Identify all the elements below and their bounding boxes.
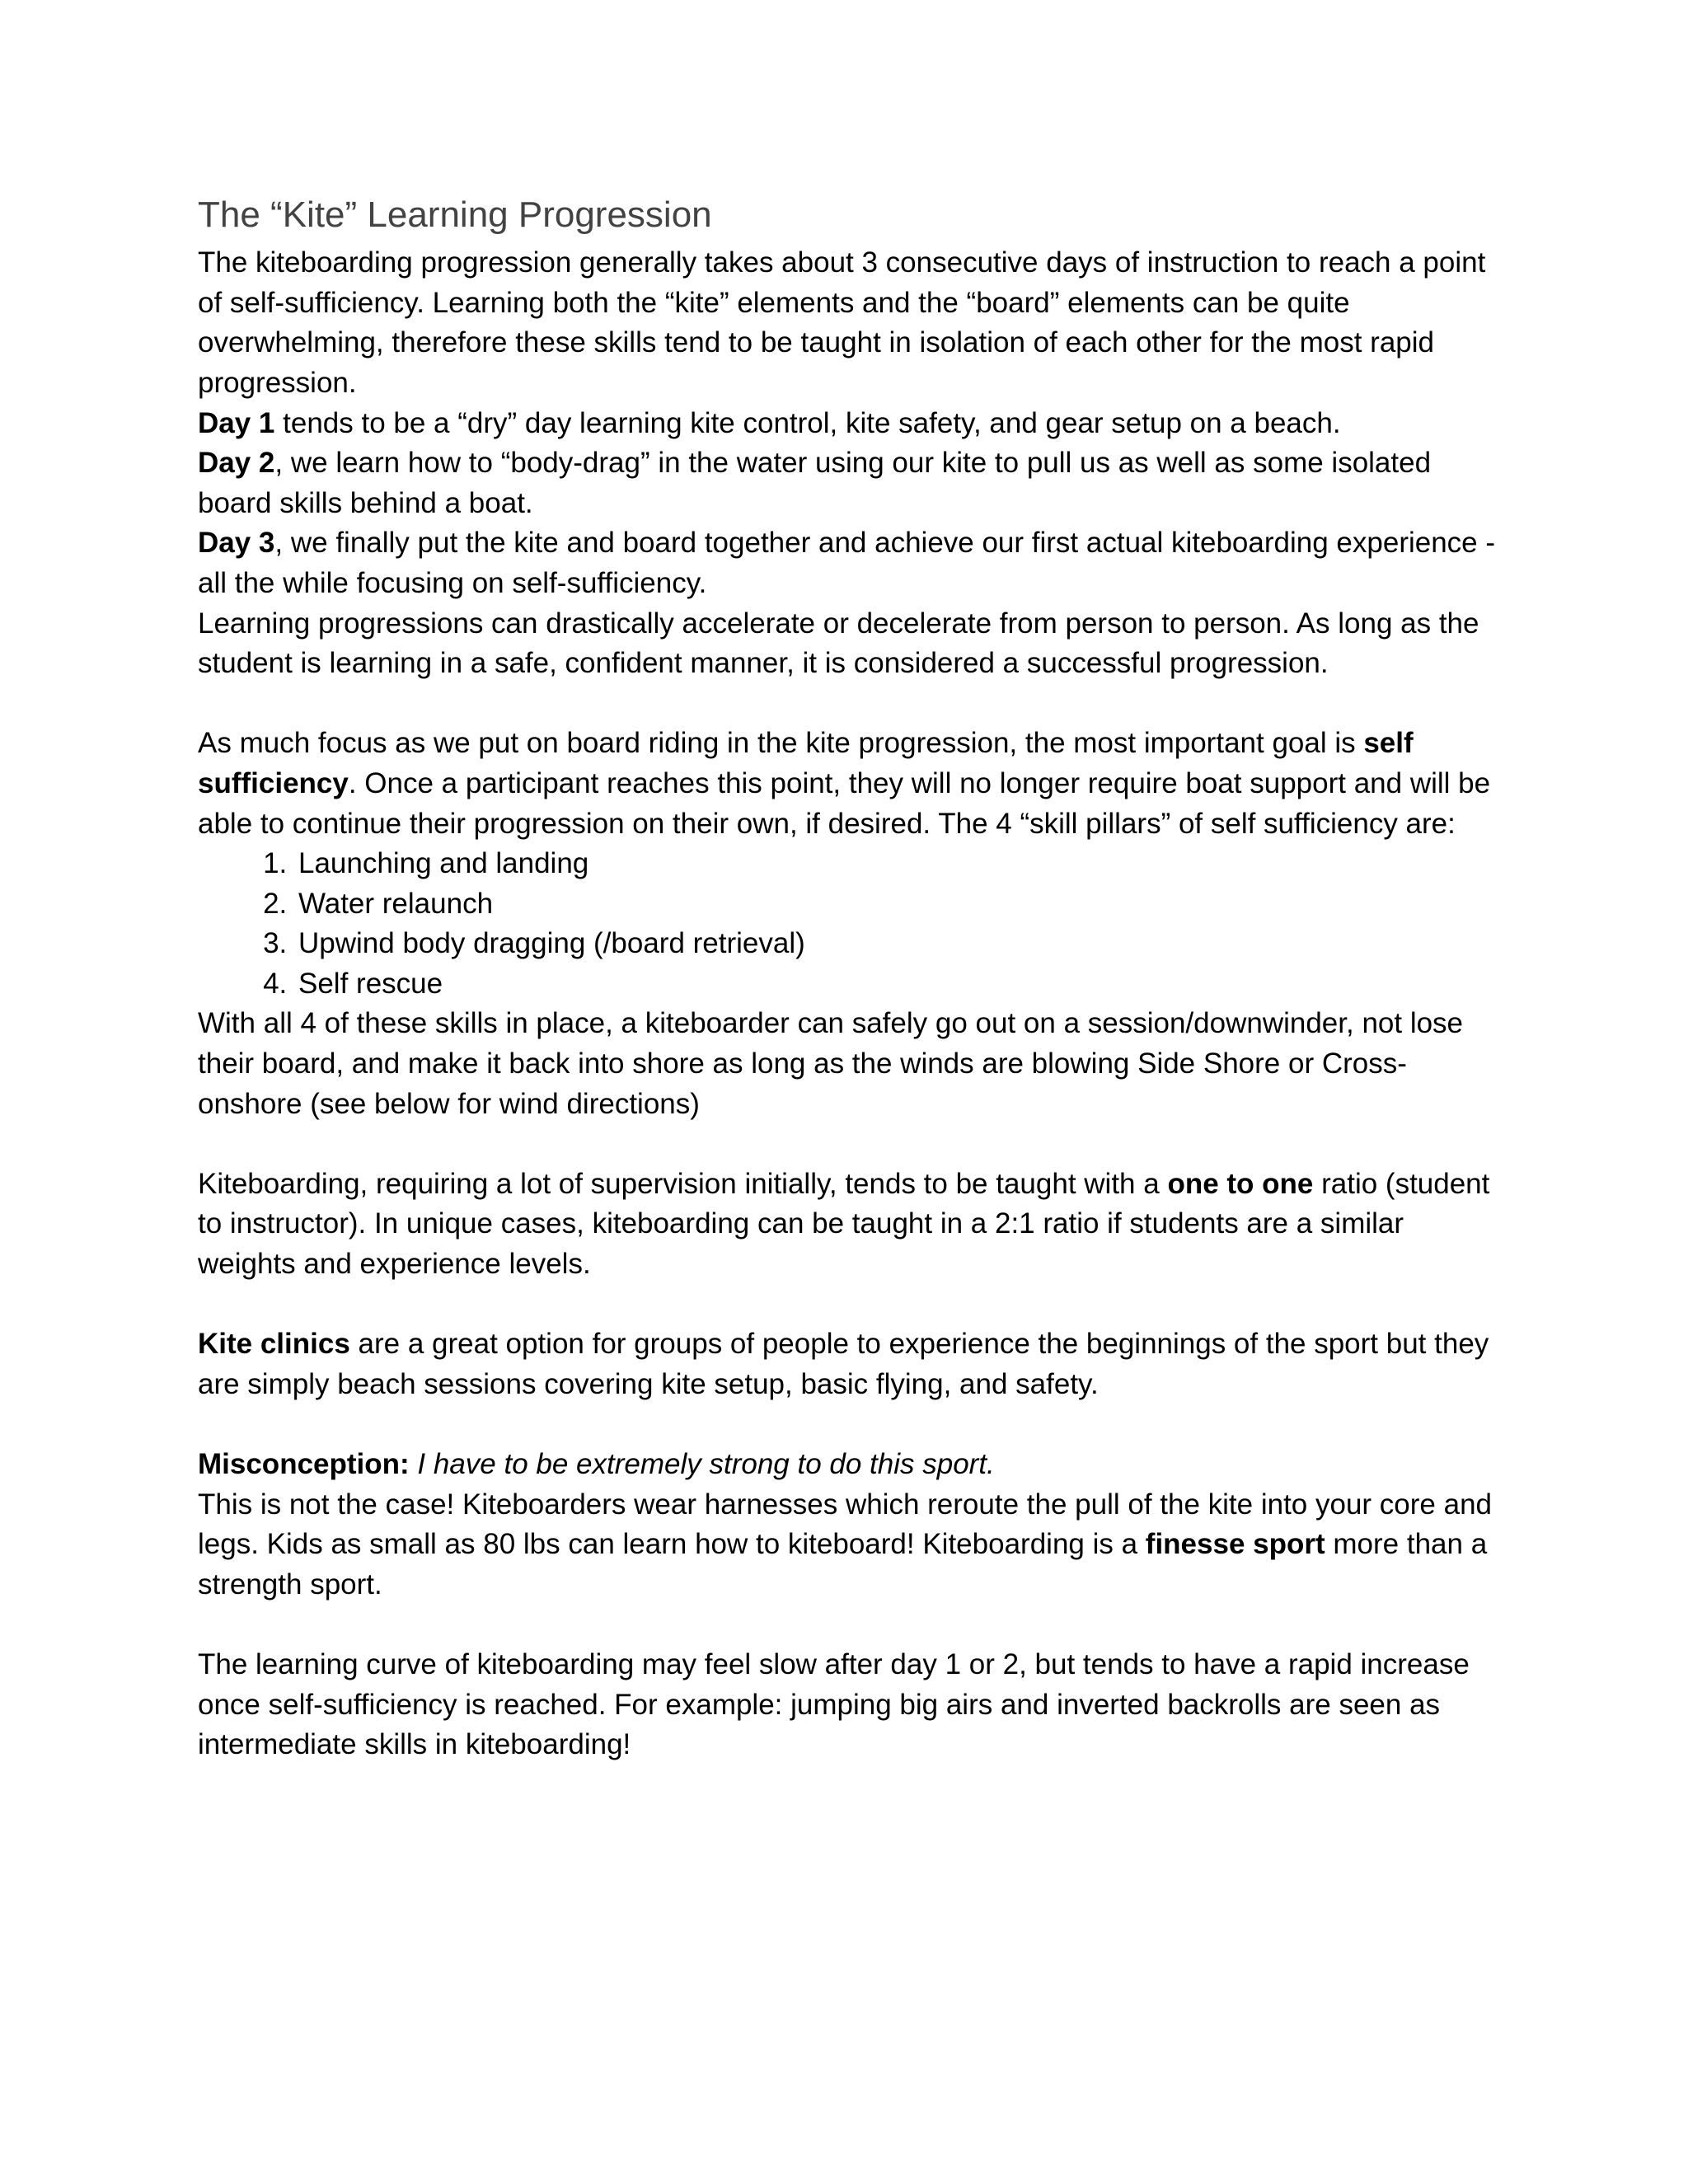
skills-after-paragraph: With all 4 of these skills in place, a kiteboarder can safely go out on a session/downwinder, not lose their board, and make it back into shore as long as the winds are blowing Side Shore or Cross-onshore (see below for wind directions) — [198, 1007, 1464, 1120]
focus-bold: self sufficiency — [198, 727, 1414, 799]
day-2-label: Day 2 — [198, 447, 275, 480]
misconception-text: I have to be extremely strong to do this sport. — [417, 1448, 995, 1480]
misconception-paragraph — [198, 1445, 1500, 1485]
paragraph-spacer — [198, 1124, 1500, 1165]
clinics-paragraph — [198, 1324, 1500, 1404]
ratio-text-pre: Kiteboarding, requiring a lot of supervision initially, tends to be taught with a — [198, 1167, 1168, 1200]
paragraph-spacer — [198, 1404, 1500, 1445]
day-1-label: Day 1 — [198, 406, 275, 439]
day-3-label: Day 3 — [198, 527, 275, 560]
not-case-bold: finesse sport — [1145, 1528, 1325, 1561]
misconception-label: Misconception: — [198, 1448, 410, 1480]
day-3-paragraph — [198, 523, 1500, 603]
day-1-paragraph — [198, 404, 1500, 444]
paragraph-spacer — [198, 1285, 1500, 1325]
page-title: The “Kite” Learning Progression — [198, 194, 712, 235]
ratio-bold: one to one — [1167, 1167, 1314, 1200]
day-1-text: tends to be a “dry” day learning kite control, kite safety, and gear setup on a beach. — [274, 406, 1341, 439]
focus-text-post: . Once a participant reaches this point, they will no longer require boat support and will be able to continue their progression on their own, if desired. The 4 “skill pillars” of self sufficiency are: — [198, 766, 1491, 840]
not-case-paragraph — [198, 1485, 1500, 1605]
ratio-paragraph — [198, 1165, 1500, 1285]
learning-curve-paragraph: The learning curve of kiteboarding may feel slow after day 1 or 2, but tends to have a rapid increase once self-sufficiency is reached. For example: jumping big airs and inverted backrolls are seen as intermediate skills in kiteboarding! — [198, 1647, 1470, 1761]
clinics-bold: Kite clinics — [198, 1328, 350, 1361]
ratio-text-post: ratio (student to instructor). In unique cases, kiteboarding can be taught in a 2:1 ratio if students are a similar weights and experience levels. — [198, 1167, 1490, 1281]
not-case-text-post: more than a strength sport. — [198, 1528, 1488, 1601]
intro-paragraph: The kiteboarding progression generally takes about 3 consecutive days of instruction to reach a point of self-sufficiency. Learning both the “kite” elements and the “board” elements can be quite overwhelming, therefore these skills tend to be taught in isolation of each other for the most rapid progression. — [198, 246, 1486, 399]
list-item: 3. Upwind body dragging (/board retrieval) — [295, 924, 1500, 964]
progressions-paragraph: Learning progressions can drastically accelerate or decelerate from person to person. As long as the student is learning in a safe, confident manner, it is considered a successful progression. — [198, 607, 1479, 680]
day-2-text: , we learn how to “body-drag” in the water using our kite to pull us as well as some isolated board skills behind a boat. — [198, 447, 1432, 519]
skill-pillars-list — [198, 844, 1500, 1004]
clinics-text: are a great option for groups of people to experience the beginnings of the sport but they are simply beach sessions covering kite setup, basic flying, and safety. — [198, 1328, 1489, 1400]
list-item: 4. Self rescue — [295, 964, 1500, 1005]
paragraph-spacer — [198, 684, 1500, 724]
list-item: 2. Water relaunch — [295, 884, 1500, 925]
focus-text-pre: As much focus as we put on board riding in the kite progression, the most important goal is — [198, 727, 1364, 760]
list-item: 1. Launching and landing — [295, 844, 1500, 884]
paragraph-spacer — [198, 1605, 1500, 1645]
focus-paragraph — [198, 724, 1500, 844]
day-3-text: , we finally put the kite and board together and achieve our first actual kiteboarding experience - all the while focusing on self-sufficiency. — [198, 527, 1496, 599]
day-2-paragraph — [198, 443, 1500, 523]
not-case-text-pre: This is not the case! Kiteboarders wear harnesses which reroute the pull of the kite into your core and legs. Kids as small as 80 lbs can learn how to kiteboard! Kiteboarding is a — [198, 1488, 1493, 1561]
document-page — [198, 191, 1500, 1765]
